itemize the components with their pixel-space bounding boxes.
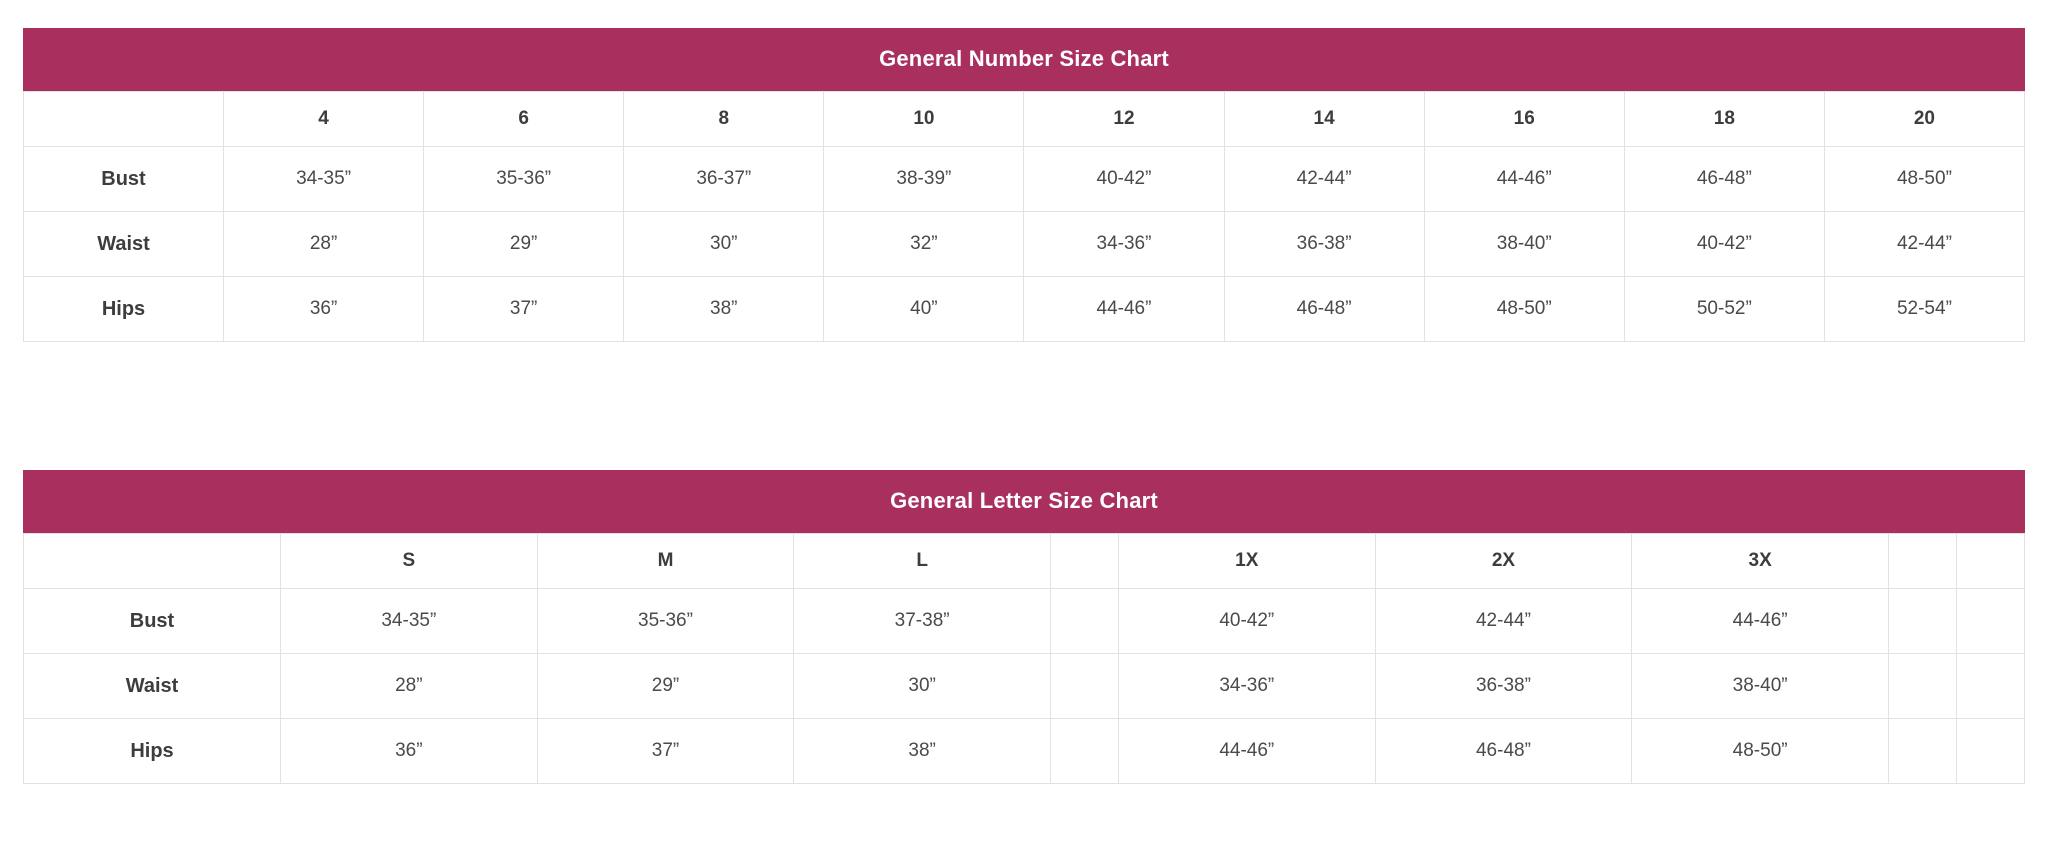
cell-bust-gap-3 [1957, 589, 2025, 654]
table-row [24, 654, 2025, 719]
cell-hips-6: 37” [424, 277, 624, 342]
cell-waist-14: 36-38” [1224, 212, 1424, 277]
cell-hips-gap-3 [1957, 719, 2025, 784]
table-header-row [24, 92, 2025, 147]
column-header-10: 10 [824, 92, 1024, 147]
column-header-gap-1 [1050, 534, 1118, 589]
column-header-14: 14 [1224, 92, 1424, 147]
cell-bust-l: 37-38” [794, 589, 1051, 654]
row-label-waist: Waist [24, 212, 224, 277]
letter-table-header [24, 534, 2025, 589]
letter-size-table [23, 533, 2025, 784]
column-header-20: 20 [1824, 92, 2024, 147]
cell-bust-16: 44-46” [1424, 147, 1624, 212]
table-row [24, 277, 2025, 342]
cell-hips-s: 36” [281, 719, 538, 784]
cell-waist-s: 28” [281, 654, 538, 719]
cell-bust-8: 36-37” [624, 147, 824, 212]
cell-waist-10: 32” [824, 212, 1024, 277]
cell-bust-12: 40-42” [1024, 147, 1224, 212]
cell-hips-16: 48-50” [1424, 277, 1624, 342]
cell-waist-1x: 34-36” [1118, 654, 1375, 719]
cell-waist-2x: 36-38” [1375, 654, 1632, 719]
table-row [24, 147, 2025, 212]
cell-bust-1x: 40-42” [1118, 589, 1375, 654]
cell-waist-18: 40-42” [1624, 212, 1824, 277]
column-header-gap-2 [1889, 534, 1957, 589]
column-header-s: S [281, 534, 538, 589]
row-label-waist: Waist [24, 654, 281, 719]
column-header-6: 6 [424, 92, 624, 147]
cell-waist-gap-2 [1889, 654, 1957, 719]
row-label-bust: Bust [24, 589, 281, 654]
table-row [24, 589, 2025, 654]
cell-bust-gap-1 [1050, 589, 1118, 654]
cell-hips-4: 36” [224, 277, 424, 342]
letter-table-body [24, 589, 2025, 784]
cell-waist-gap-1 [1050, 654, 1118, 719]
column-header-16: 16 [1424, 92, 1624, 147]
number-chart-title: General Number Size Chart [23, 28, 2025, 91]
cell-hips-8: 38” [624, 277, 824, 342]
cell-bust-20: 48-50” [1824, 147, 2024, 212]
column-header-3x: 3X [1632, 534, 1889, 589]
cell-waist-4: 28” [224, 212, 424, 277]
column-header-2x: 2X [1375, 534, 1632, 589]
cell-waist-3x: 38-40” [1632, 654, 1889, 719]
table-header-row [24, 534, 2025, 589]
cell-waist-m: 29” [537, 654, 794, 719]
cell-waist-8: 30” [624, 212, 824, 277]
cell-bust-18: 46-48” [1624, 147, 1824, 212]
cell-bust-s: 34-35” [281, 589, 538, 654]
column-header-m: M [537, 534, 794, 589]
cell-bust-10: 38-39” [824, 147, 1024, 212]
cell-waist-6: 29” [424, 212, 624, 277]
cell-hips-1x: 44-46” [1118, 719, 1375, 784]
column-header-l: L [794, 534, 1051, 589]
number-table-body [24, 147, 2025, 342]
row-label-hips: Hips [24, 719, 281, 784]
cell-hips-12: 44-46” [1024, 277, 1224, 342]
table-row [24, 212, 2025, 277]
cell-bust-gap-2 [1889, 589, 1957, 654]
section-spacer [22, 342, 2026, 470]
cell-hips-l: 38” [794, 719, 1051, 784]
letter-chart-title: General Letter Size Chart [23, 470, 2025, 533]
cell-waist-l: 30” [794, 654, 1051, 719]
number-table-header [24, 92, 2025, 147]
cell-bust-m: 35-36” [537, 589, 794, 654]
column-header-4: 4 [224, 92, 424, 147]
cell-bust-14: 42-44” [1224, 147, 1424, 212]
column-header-12: 12 [1024, 92, 1224, 147]
table-row [24, 719, 2025, 784]
number-size-chart [23, 28, 2025, 342]
cell-hips-m: 37” [537, 719, 794, 784]
cell-waist-gap-3 [1957, 654, 2025, 719]
cell-hips-gap-2 [1889, 719, 1957, 784]
column-header-1x: 1X [1118, 534, 1375, 589]
letter-size-chart [23, 470, 2025, 784]
column-header-8: 8 [624, 92, 824, 147]
column-header-blank [24, 92, 224, 147]
cell-hips-20: 52-54” [1824, 277, 2024, 342]
cell-waist-20: 42-44” [1824, 212, 2024, 277]
row-label-hips: Hips [24, 277, 224, 342]
column-header-18: 18 [1624, 92, 1824, 147]
cell-hips-gap-1 [1050, 719, 1118, 784]
number-size-table [23, 91, 2025, 342]
cell-waist-12: 34-36” [1024, 212, 1224, 277]
cell-bust-2x: 42-44” [1375, 589, 1632, 654]
cell-bust-3x: 44-46” [1632, 589, 1889, 654]
cell-hips-10: 40” [824, 277, 1024, 342]
cell-waist-16: 38-40” [1424, 212, 1624, 277]
cell-hips-18: 50-52” [1624, 277, 1824, 342]
column-header-blank [24, 534, 281, 589]
cell-hips-3x: 48-50” [1632, 719, 1889, 784]
row-label-bust: Bust [24, 147, 224, 212]
cell-bust-4: 34-35” [224, 147, 424, 212]
cell-bust-6: 35-36” [424, 147, 624, 212]
cell-hips-2x: 46-48” [1375, 719, 1632, 784]
column-header-gap-3 [1957, 534, 2025, 589]
cell-hips-14: 46-48” [1224, 277, 1424, 342]
